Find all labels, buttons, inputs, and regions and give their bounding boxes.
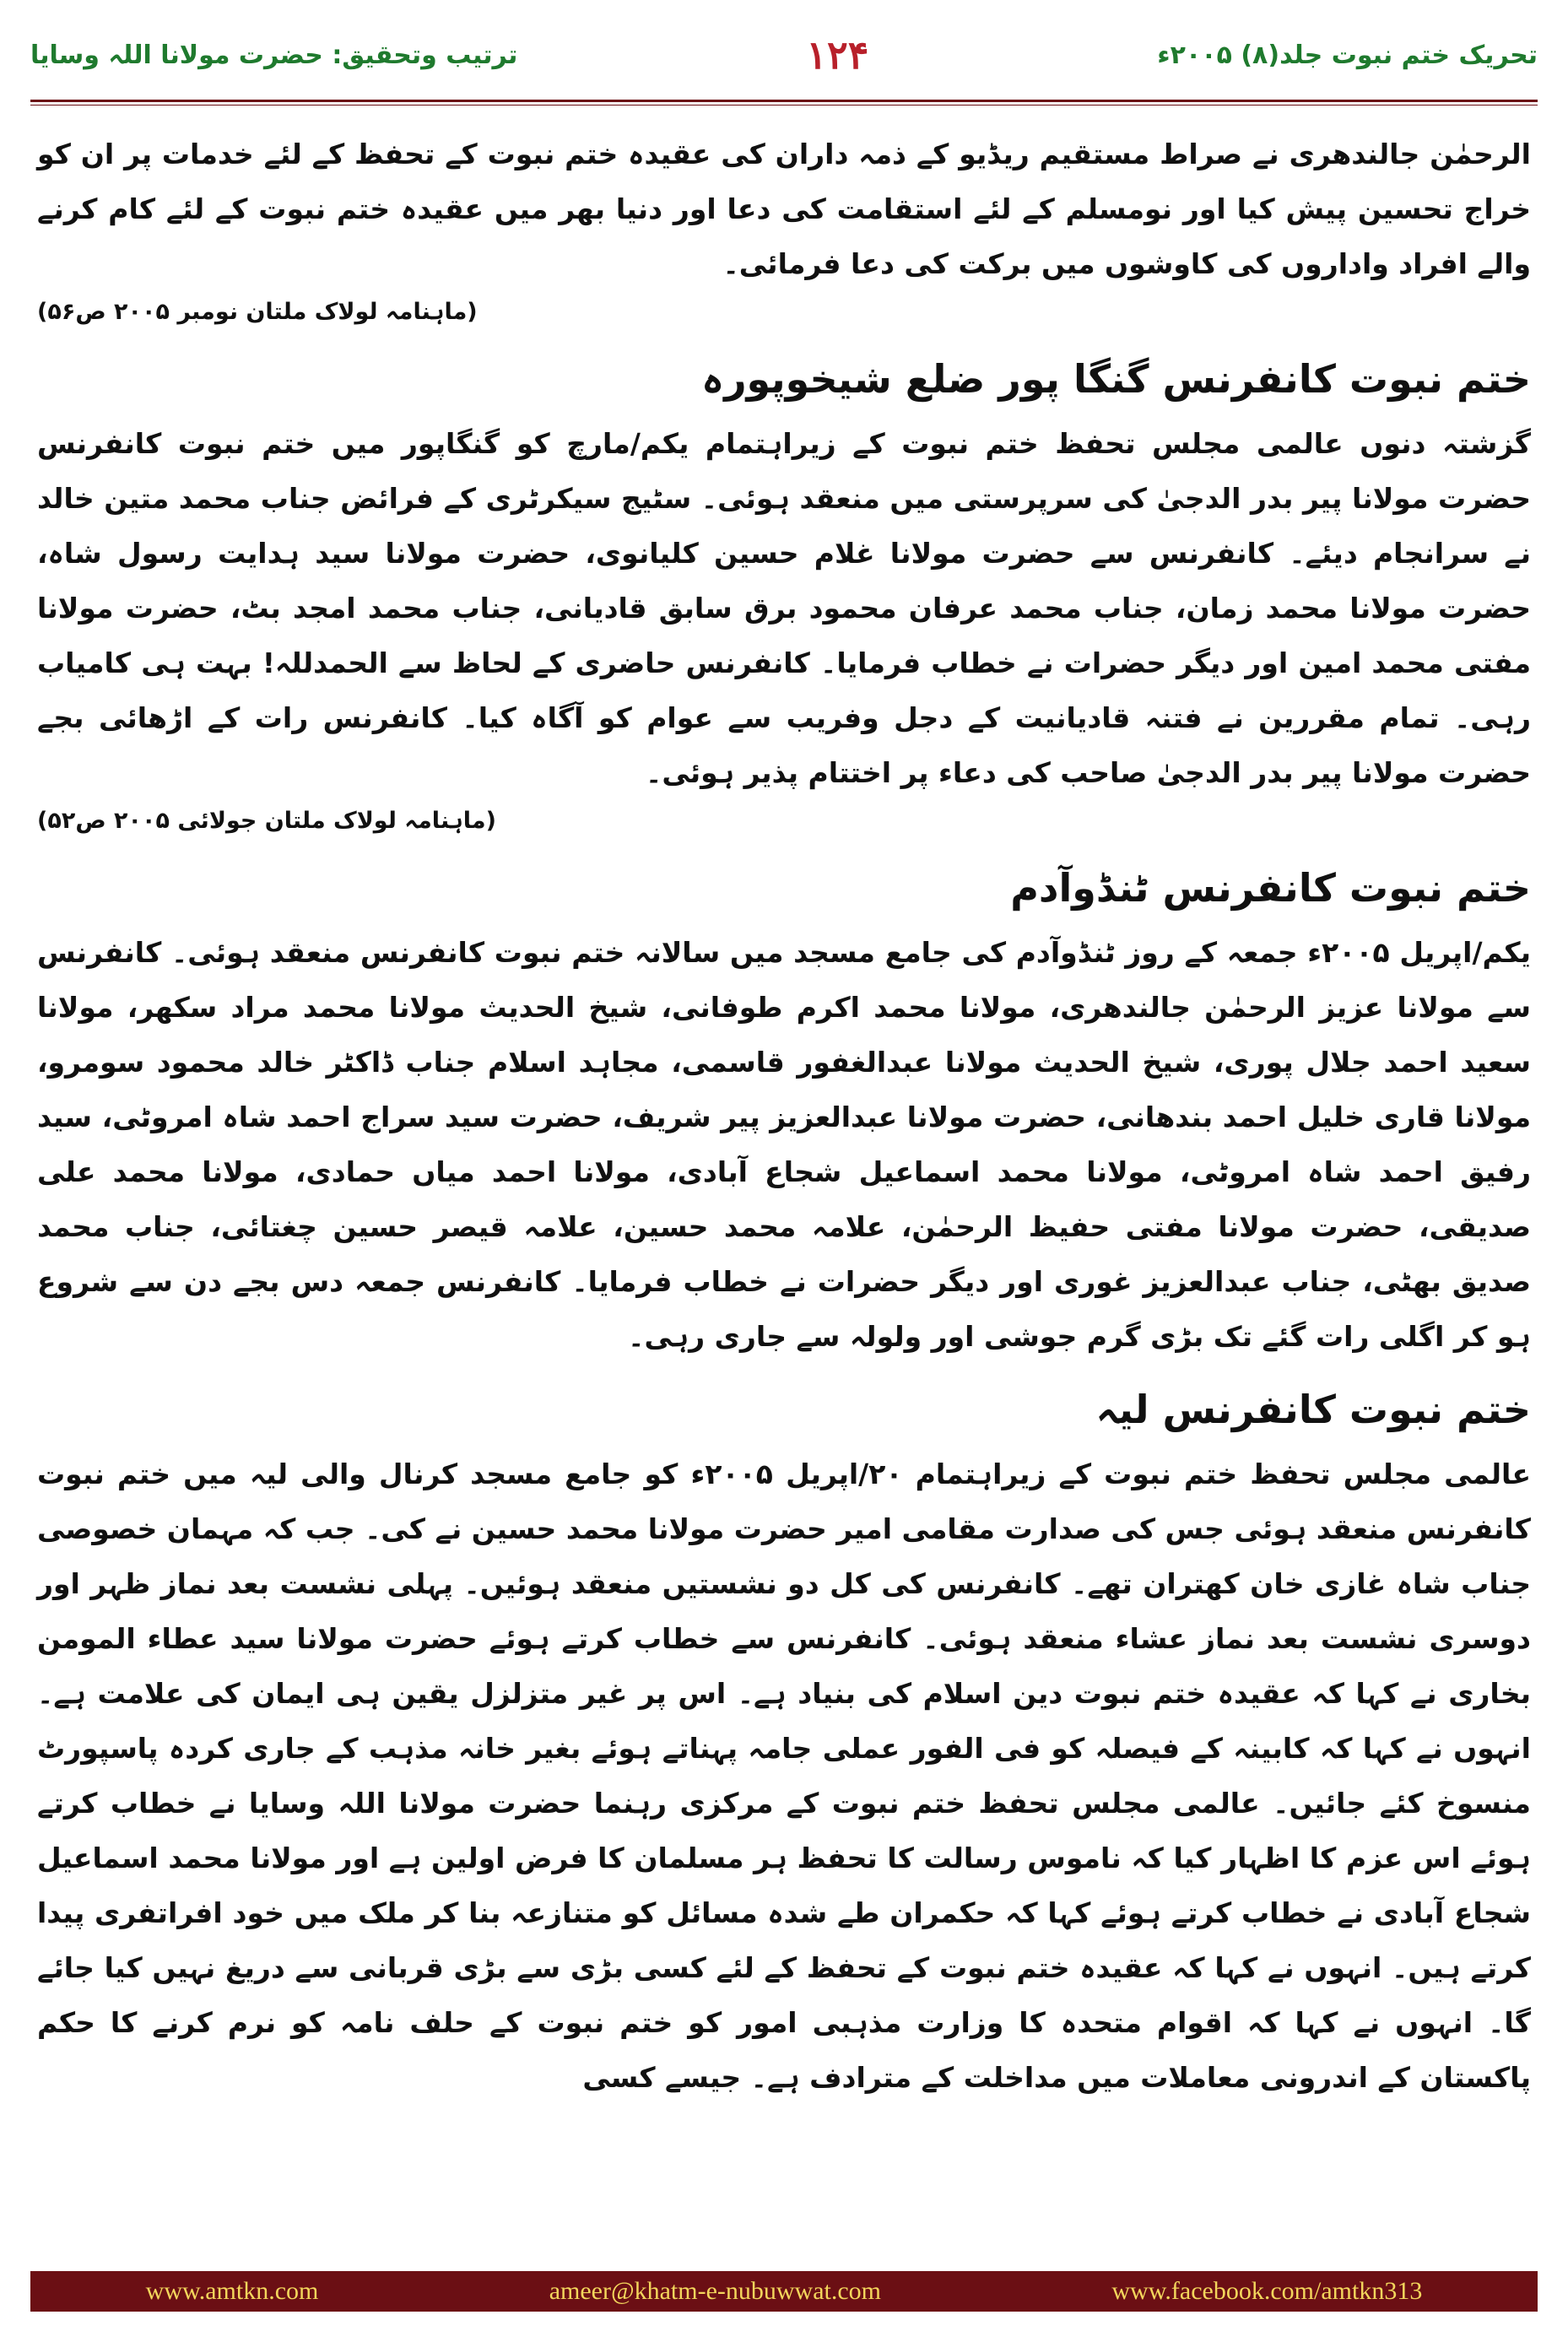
section-citation-ganga-pur: (ماہنامہ لولاک ملتان جولائی ۲۰۰۵ ص۵۲) xyxy=(37,808,496,834)
email-link[interactable]: ameer@khatm-e-nubuwwat.com xyxy=(549,2277,882,2305)
section-heading-layyah: ختم نبوت کانفرنس لیہ xyxy=(1095,1387,1531,1432)
page-content xyxy=(37,127,1531,2232)
facebook-link[interactable]: www.facebook.com/amtkn313 xyxy=(1111,2277,1423,2305)
section-heading-ganga-pur: ختم نبوت کانفرنس گنگا پور ضلع شیخوپورہ xyxy=(701,356,1531,402)
section-heading-tando-adam: ختم نبوت کانفرنس ٹنڈوآدم xyxy=(1010,865,1531,911)
page-footer xyxy=(30,2271,1538,2312)
header-rule xyxy=(30,100,1538,102)
book-title: تحریک ختم نبوت جلد(۸) ۲۰۰۵ء xyxy=(1157,40,1538,70)
website-link[interactable]: www.amtkn.com xyxy=(145,2277,319,2305)
section-paragraph-layyah: عالمی مجلس تحفظ ختم نبوت کے زیراہتمام ۲۰/اپریل ۲۰۰۵ء کو جامع مسجد کرنال والی لیہ میں ختم نبوت کانفرنس منعقد ہوئی جس کی صدارت مقامی امیر حضرت مولانا محمد حسین نے کی۔ جب کہ مہمان خصوصی جناب شاہ غازی خان کھتران تھے۔ کانفرنس کی کل دو نشستیں منعقد ہوئیں۔ پہلی نشست بعد نماز ظہر اور دوسری نشست بعد نماز عشاء منعقد ہوئی۔ کانفرنس سے خطاب کرتے ہوئے حضرت مولانا سید عطاء المومن بخاری نے کہا کہ عقیدہ ختم نبوت دین اسلام کی بنیاد ہے۔ اس پر غیر متزلزل یقین ہی ایمان کی علامت ہے۔ انہوں نے کہا کہ کابینہ کے فیصلہ کو فی الفور عملی جامہ پہناتے ہوئے بغیر خانہ مذہب کے جاری کردہ پاسپورٹ منسوخ کئے جائیں۔ عالمی مجلس تحفظ ختم نبوت کے مرکزی رہنما حضرت مولانا اللہ وسایا نے خطاب کرتے ہوئے اس عزم کا اظہار کیا کہ ناموس رسالت کا تحفظ ہر مسلمان کا فرض اولین ہے اور مولانا محمد اسماعیل شجاع آبادی نے خطاب کرتے ہوئے کہا کہ حکمران طے شدہ مسائل کو متنازعہ بنا کر ملک میں خود افراتفری پیدا کرتے ہیں۔ انہوں نے کہا کہ عقیدہ ختم نبوت کے تحفظ کے لئے کسی بڑی سے بڑی قربانی سے دریغ نہیں کیا جائے گا۔ انہوں نے کہا کہ اقوام متحدہ کا وزارت مذہبی امور کو ختم نبوت کے حلف نامہ کو نرم کرنے کا حکم پاکستان کے اندرونی معاملات میں مداخلت کے مترادف ہے۔ جیسے کسی xyxy=(37,1458,1531,2094)
page-header xyxy=(30,24,1538,86)
section-paragraph-ganga-pur: گزشتہ دنوں عالمی مجلس تحفظ ختم نبوت کے زیراہتمام یکم/مارچ کو گنگاپور میں ختم نبوت کانفرنس حضرت مولانا پیر بدر الدجیٰ کی سرپرستی میں منعقد ہوئی۔ سٹیج سیکرٹری کے فرائض جناب محمد متین خالد نے سرانجام دیئے۔ کانفرنس سے حضرت مولانا غلام حسین کلیانوی، حضرت مولانا سید ہدایت رسول شاہ، حضرت مولانا محمد زمان، جناب محمد عرفان محمود برق سابق قادیانی، جناب محمد امجد بٹ، حضرت مولانا مفتی محمد امین اور دیگر حضرات نے خطاب فرمایا۔ کانفرنس حاضری کے لحاظ سے الحمدللہ! بہت ہی کامیاب رہی۔ تمام مقررین نے فتنہ قادیانیت کے دجل وفریب سے عوام کو آگاہ کیا۔ کانفرنس رات کے اڑھائی بجے حضرت مولانا پیر بدر الدجیٰ صاحب کی دعاء پر اختتام پذیر ہوئی۔ xyxy=(37,427,1531,789)
intro-citation: (ماہنامہ لولاک ملتان نومبر ۲۰۰۵ ص۵۶) xyxy=(37,299,478,325)
compiler-credit: ترتیب وتحقیق: حضرت مولانا اللہ وسایا xyxy=(30,40,518,70)
intro-paragraph: الرحمٰن جالندھری نے صراط مستقیم ریڈیو کے ذمہ داران کی عقیدہ ختم نبوت کے تحفظ کے لئے خدمات پر ان کو خراج تحسین پیش کیا اور نومسلم کے لئے استقامت کی دعا اور دنیا بھر میں عقیدہ ختم نبوت کے لئے کام کرنے والے افراد واداروں کی کاوشوں میں برکت کی دعا فرمائی۔ xyxy=(37,138,1531,280)
section-paragraph-tando-adam: یکم/اپریل ۲۰۰۵ء جمعہ کے روز ٹنڈوآدم کی جامع مسجد میں سالانہ ختم نبوت کانفرنس منعقد ہوئی۔ کانفرنس سے مولانا عزیز الرحمٰن جالندھری، مولانا محمد اکرم طوفانی، شیخ الحدیث مولانا محمد مراد سکھر، مولانا سعید احمد جلال پوری، شیخ الحدیث مولانا عبدالغفور قاسمی، مجاہد اسلام جناب ڈاکٹر خالد محمود سومرو، مولانا قاری خلیل احمد بندھانی، حضرت مولانا عبدالعزیز پیر شریف، حضرت سید سراج احمد شاہ امروٹی، سید رفیق احمد شاہ امروٹی، مولانا محمد اسماعیل شجاع آبادی، مولانا احمد میاں حمادی، مولانا محمد علی صدیقی، حضرت مولانا مفتی حفیظ الرحمٰن، علامہ محمد حسین، علامہ قیصر حسین چغتائی، جناب محمد صدیق بھٹی، جناب عبدالعزیز غوری اور دیگر حضرات نے خطاب فرمایا۔ کانفرنس جمعہ دس بجے دن سے شروع ہو کر اگلی رات گئے تک بڑی گرم جوشی اور ولولہ سے جاری رہی۔ xyxy=(37,936,1531,1353)
page-number: ۱۲۴ xyxy=(806,32,869,78)
